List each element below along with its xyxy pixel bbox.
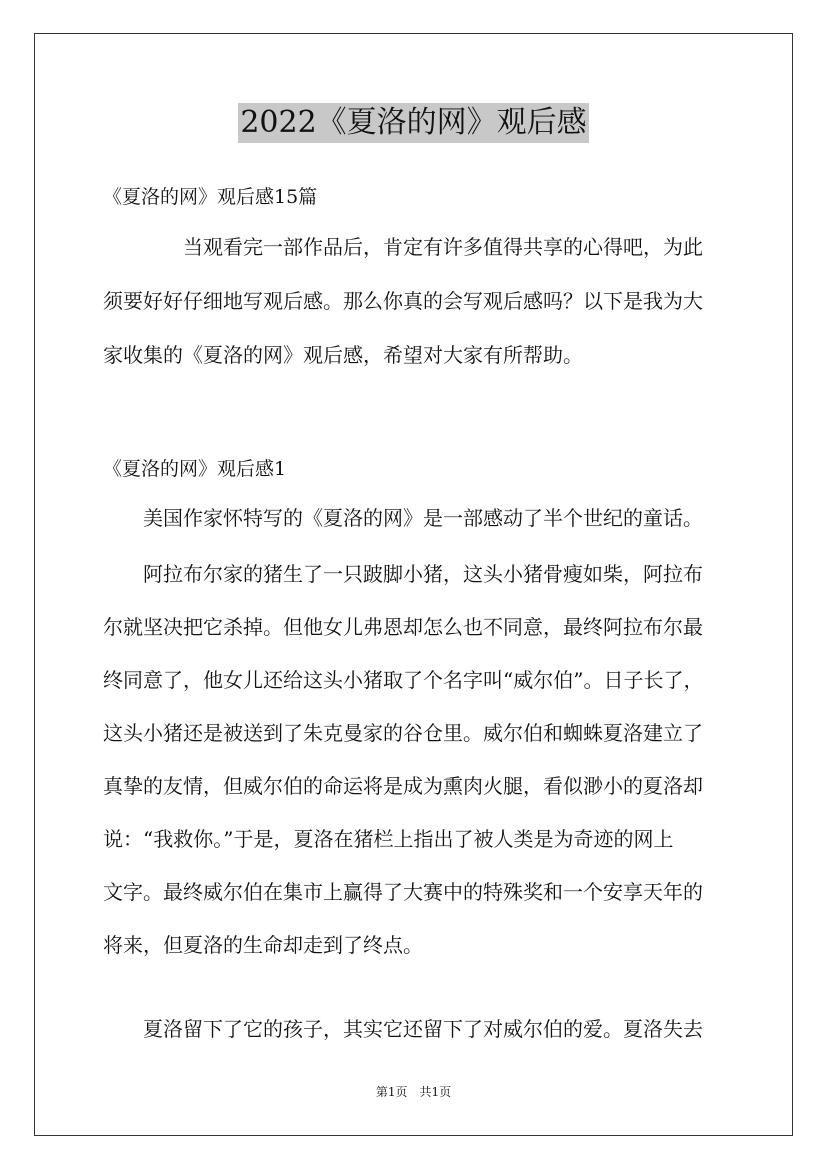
paragraph-line: 文字。最终威尔伯在集市上赢得了大赛中的特殊奖和一个安享天年的 — [103, 880, 703, 904]
intro-paragraph — [103, 235, 739, 397]
section-heading: 《夏洛的网》观后感1 — [103, 458, 287, 480]
paragraph-2 — [103, 562, 739, 986]
paragraph-line: 这头小猪还是被送到了朱克曼家的谷仓里。威尔伯和蜘蛛夏洛建立了 — [103, 721, 703, 745]
paragraph-line: 阿拉布尔家的猪生了一只跛脚小猪，这头小猪骨瘦如柴，阿拉布 — [103, 562, 703, 586]
page-number: 第1页 共1页 — [375, 1085, 452, 1099]
document-title: 2022《夏洛的网》观后感 — [238, 103, 588, 143]
paragraph-line: 真挚的友情，但威尔伯的命运将是成为熏肉火腿，看似渺小的夏洛却 — [103, 774, 703, 798]
intro-line: 当观看完一部作品后，肯定有许多值得共享的心得吧，为此 — [103, 235, 703, 259]
paragraph-line: 尔就坚决把它杀掉。但他女儿弗恩却怎么也不同意，最终阿拉布尔最 — [103, 615, 703, 639]
document-subtitle: 《夏洛的网》观后感15篇 — [103, 186, 318, 208]
title-area — [0, 103, 827, 143]
paragraph-line: 夏洛留下了它的孩子，其实它还留下了对威尔伯的爱。夏洛失去 — [103, 1017, 703, 1041]
paragraph-line: 说：“我救你。”于是，夏洛在猪栏上指出了被人类是为奇迹的网上 — [103, 827, 674, 851]
intro-line: 须要好好仔细地写观后感。那么你真的会写观后感吗？以下是我为大 — [103, 289, 703, 313]
paragraph-line: 美国作家怀特写的《夏洛的网》是一部感动了半个世纪的童话。 — [103, 506, 703, 530]
intro-line: 家收集的《夏洛的网》观后感，希望对大家有所帮助。 — [103, 343, 583, 367]
paragraph-1 — [103, 506, 739, 559]
paragraph-3 — [103, 1017, 739, 1070]
paragraph-line: 将来，但夏洛的生命却走到了终点。 — [103, 933, 423, 957]
paragraph-line: 终同意了，他女儿还给这头小猪取了个名字叫“威尔伯”。日子长了， — [103, 668, 704, 692]
